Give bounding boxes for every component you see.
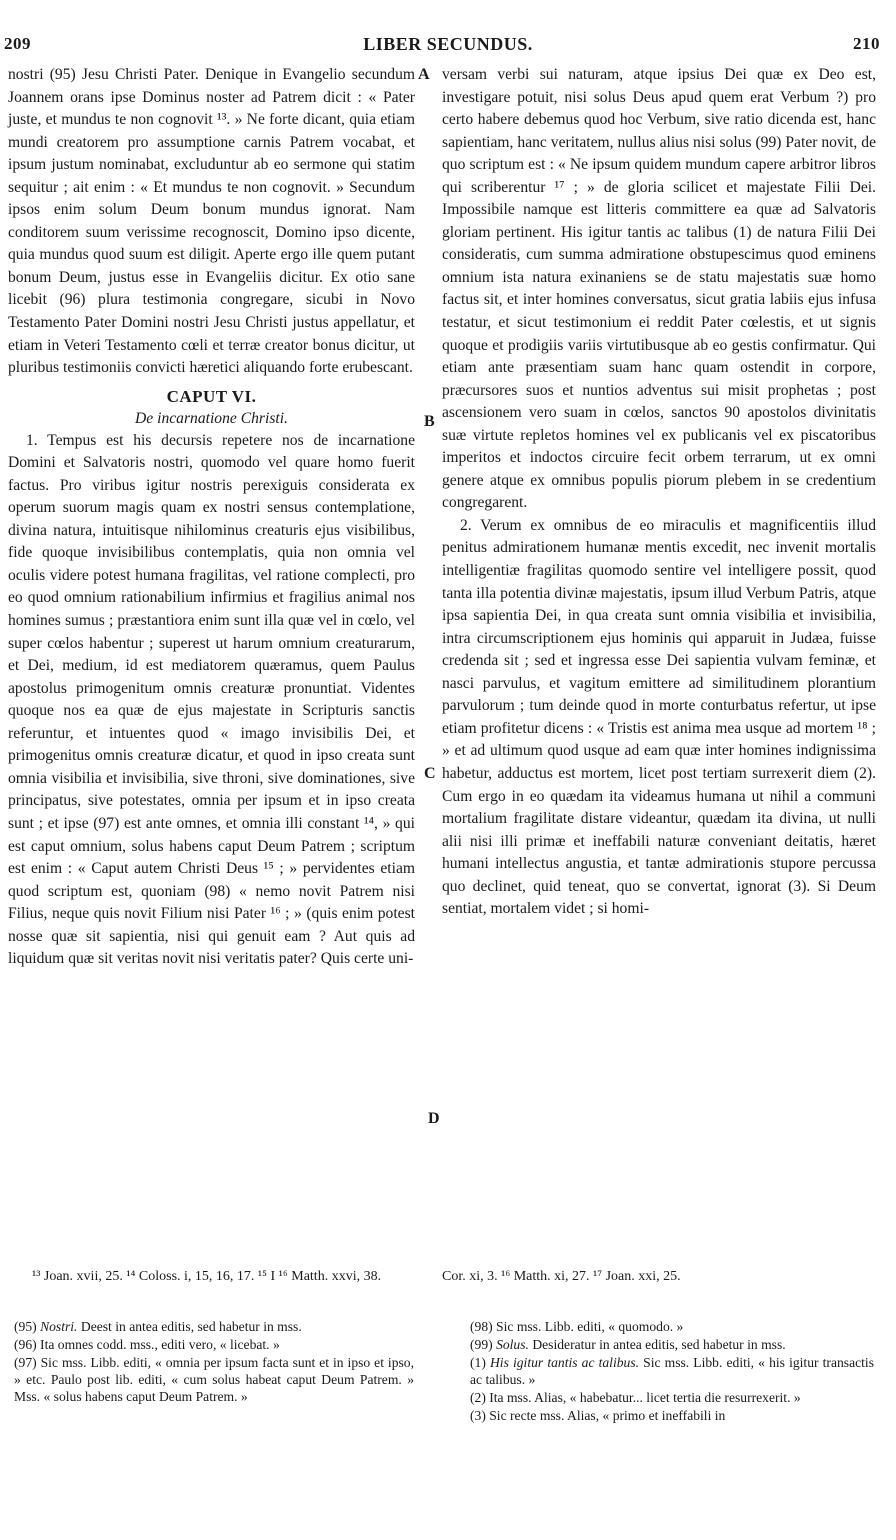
critical-notes-right [470,1318,874,1425]
left-column [8,64,415,971]
page-number-left: 209 [4,34,31,53]
right-paragraph-1: versam verbi sui naturam, atque ipsius Dei quæ ex Deo est, investigare potuit, nisi solus Deus apud quem erat Verbum ?) pro certo habere debemus quod hoc Verbum, sive ratio dicenda est, hanc sapientiam, hanc veritatem, nullus alius nisi solus (99) Pater novit, de quo scriptum est : « Ne ipsum quidem mundum capere arbitror libros qui scriberentur ¹⁷ ; » de gloria scilicet et majestate Filii Dei. Impossibile namque est litteris committere ea quæ ad Salvatoris gloriam pertinent. His igitur tantis ac talibus (1) de natura Filii Dei consideratis, cum summa admiratione obstupescimus quod eminens omnium ista natura exinaniens se de statu majestatis suæ homo factus sit, et inter homines conversatus, sicut gratia labiis ejus infusa testatur, et sicut testimonium ei reddit Pater cœlestis, et ut signis quoque et prodigiis variis virtutibusque ab eo gestis confirmatur. Qui etiam ante præsentiam suam hanc quam ostendit in corpore, præcursores suos et nuntios adventus sui misit prophetas ; post ascensionem vero suam in cœlos, sanctos 90 apostolos divinitatis suæ virtute repletos homines vel ex publicanis vel ex piscatoribus imperitos et indoctos circuire fecit orbem terrarum, ut ex omni genere atque ex omnibus populis piorum plebem in se credentium congregarent. [442,66,876,512]
margin-letter-a: A [418,66,430,83]
chapter-title: CAPUT VI. [166,386,257,406]
left-paragraph-2: 1. Tempus est his decursis repetere nos de incarnatione Domini et Salvatoris nostri, quomodo vel quare homo fuerit factus. Pro viribus igitur nostris perexiguis considerata ex operum suorum magis quam ex nostri sensus contemplatione, divina natura, intuitisque nihilominus creaturis ejus visibilibus, fide quoque invisibilibus contemplatis, quia non omnia vel oculis videre potest humana fragilitas, vel ratione complecti, pro eo quod omnium rationabilium infirmius et fragilius animal nos homines sumus ; præstantiora enim sunt illa quæ vel in cœlo, vel super cœlos habentur ; superest ut harum omnium creaturarum, et Dei, medium, id est mediatorem quæramus, quem Paulus apostolus primogenitum omnis creaturæ pronuntiat. Videntes quoque nos ea quæ de ejus majestate in Scripturis sanctis referuntur, et intuentes quod « imago invisibilis Dei, et primogenitus omnis creaturæ dicatur, et quod in ipso creata sunt omnia visibilia et invisibilia, sive throni, sive dominationes, sive principatus, sive potestates, omnia per ipsum et in ipso creata sunt ; et ipse (97) est ante omnes, et omnia illi constant ¹⁴, » qui est caput omnium, solus habens caput Deum Patrem ; scriptum est enim : « Caput autem Christi Deus ¹⁵ ; » pervidentes etiam quod scriptum est, quoniam (98) « nemo novit Patrem nisi Filius, neque quis novit Filium nisi Pater ¹⁶ ; » (quis enim potest nosse quæ sit sapientia, nisi qui genuit eam ? Aut quis ad liquidum quæ sit veritas novit nisi veritatis pater? Quis certe uni- [8,431,415,968]
scripture-refs-right: Cor. xi, 3. ¹⁶ Matth. xi, 27. ¹⁷ Joan. xxi, 25. [442,1269,681,1284]
scripture-refs-left: ¹³ Joan. xvii, 25. ¹⁴ Coloss. i, 15, 16, 17. ¹⁵ I ¹⁶ Matth. xxvi, 38. [32,1269,382,1284]
critical-notes-left [14,1318,414,1406]
note-97: (97) Sic mss. Libb. editi, « omnia per ipsum facta sunt et in ipso et ipso, » etc. Paulo post lib. editi, « cum solus habeat caput Deum Patrem. » Mss. « solus habens caput Deum Patrem. » [14,1355,414,1404]
margin-letter-b: B [424,413,435,430]
page-number-right: 210 [853,34,880,53]
note-3: (3) Sic recte mss. Alias, « primo et ineffabili in [470,1408,726,1423]
left-paragraph-1: nostri (95) Jesu Christi Pater. Denique in Evangelio secundum Joannem orans ipse Dominus noster ad Patrem dicit : « Pater juste, et mundus te non cognovit ¹³. » Ne forte dicant, quia etiam mundi creatorem pro assumptione carnis Patrem vocabat, et ipsum justum nominabat, excluduntur ab eo sermone qui statim sequitur ; ait enim : « Et mundus te non cognovit. » Secundum ipsos enim solum Deum bonum mundus ignorat. Nam conditorem suum verissime recognoscit, Domino ipso dicente, quia mundus quod suum est diligit. Aperte ergo ille quem putant bonum Deum, justus esse in Evangeliis dicitur. Ex otio sane licebit (96) plura testimonia congregare, sicubi in Novo Testamento Pater Domini nostri Jesu Christi justus appellatur, et etiam in Veteri Testamento cœli et terræ creator bonus dicitur, ut pluribus testimoniis convicti hæretici aliquando forte erubescant. [8,66,415,377]
margin-letter-c: C [424,765,436,782]
note-2: (2) Ita mss. Alias, « habebatur... licet tertia die resurrexerit. » [470,1390,801,1405]
right-column [442,64,876,921]
note-95: (95) Nostri. Deest in antea editis, sed habetur in mss. [14,1319,302,1334]
note-98: (98) Sic mss. Libb. editi, « quomodo. » [470,1319,684,1334]
chapter-subtitle: De incarnatione Christi. [135,409,288,427]
note-99: (99) Solus. Desideratur in antea editis, sed habetur in mss. [470,1337,786,1352]
running-title: LIBER SECUNDUS. [363,34,533,54]
note-1: (1) His igitur tantis ac talibus. Sic mss. Libb. editi, « his igitur transactis ac talibus. » [470,1355,874,1387]
note-96: (96) Ita omnes codd. mss., editi vero, « licebat. » [14,1337,280,1352]
margin-letter-d: D [428,1110,440,1127]
right-paragraph-2: 2. Verum ex omnibus de eo miraculis et magnificentiis illud penitus admirationem humanæ mentis excedit, nec invenit mortalis intelligentiæ fragilitas quomodo sentire vel intelligere possit, quod tanta illa potentia divinæ majestatis, ipsum illud Verbum Patris, atque ipsa sapientia Dei, in qua creata sunt omnia visibilia et invisibilia, intra circumscriptionem ejus hominis qui apparuit in Judæa, fuisse credenda sit ; sed et ingressa esse Dei sapientia vulvam feminæ, et nasci parvulus, et vagitum emittere ad similitudinem plorantium parvulorum ; tum deinde quod in morte conturbatus refertur, ut ipse etiam profitetur dicens : « Tristis est anima mea usque ad mortem ¹⁸ ; » et ad ultimum quod usque ad eam quæ inter homines indignissima habetur, adductus est mortem, licet post tertiam surrexerit diem (2). Cum ergo in eo quædam ita videamus humana ut nihil a communi mortalium fragilitate distare videantur, quædam ita divina, ut nulli alii nisi illi primæ et ineffabili naturæ conveniant deitatis, hæret humani intellectus angustia, et tantæ admirationis stupore percussa quo declinet, quid teneat, quo se convertat, ignorat (3). Si Deum sentiat, mortalem videt ; si homi- [442,516,876,918]
